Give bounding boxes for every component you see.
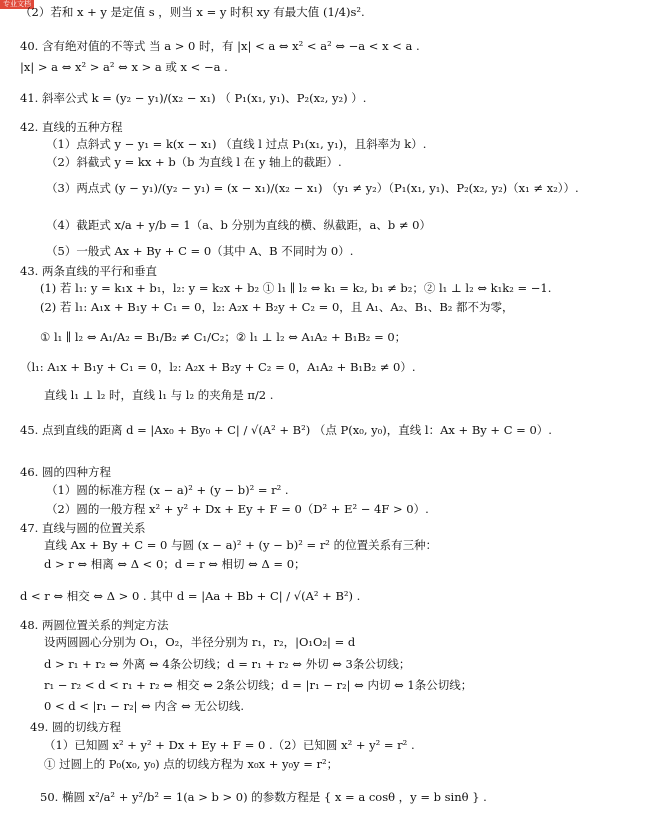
line-tangent-at-point: ① 过圆上的 P₀(x₀, y₀) 点的切线方程为 x₀x + y₀y = r²；	[44, 757, 339, 771]
line-point-slope: （1）点斜式 y − y₁ = k(x − x₁) （直线 l 过点 P₁(x₁, y₁)，且斜率为 k）.	[46, 137, 427, 151]
line-separate-tangent: d > r ⇔ 相离 ⇔ Δ < 0；d = r ⇔ 相切 ⇔ Δ = 0；	[44, 557, 306, 571]
line-item-2-product-max: （2）若和 x + y 是定值 s ，则当 x = y 时积 xy 有最大值 (1/4)s².	[20, 5, 365, 19]
line-general-form: （5）一般式 Ax + By + C = 0（其中 A、B 不同时为 0）.	[46, 244, 354, 258]
line-slope-condition: (1) 若 l₁: y = k₁x + b₁，l₂: y = k₂x + b₂ ① l₁ ∥ l₂ ⇔ k₁ = k₂, b₁ ≠ b₂；② l₁ ⊥ l₂ ⇔ k₁k₂ = −1.	[40, 281, 552, 295]
line-intersect-inner: r₁ − r₂ < d < r₁ + r₂ ⇔ 相交 ⇔ 2条公切线；d = |r₁ − r₂| ⇔ 内切 ⇔ 1条公切线；	[44, 678, 473, 692]
heading-42-line-equations: 42. 直线的五种方程	[20, 120, 123, 134]
line-slope-intercept: （2）斜截式 y = kx + b（b 为直线 l 在 y 轴上的截距）.	[46, 155, 342, 169]
line-two-point: （3）两点式 (y − y₁)/(y₂ − y₁) = (x − x₁)/(x₂ − x₁) （y₁ ≠ y₂）（P₁(x₁, y₁)、P₂(x₂, y₂)（x₁ ≠ x₂））.	[46, 181, 579, 195]
line-general-condition: (2) 若 l₁: A₁x + B₁y + C₁ = 0，l₂: A₂x + B₂y + C₂ = 0，且 A₁、A₂、B₁、B₂ 都不为零，	[40, 300, 514, 314]
heading-45-point-line-distance: 45. 点到直线的距离 d = |Ax₀ + By₀ + C| / √(A² + B²) （点 P(x₀, y₀)，直线 l：Ax + By + C = 0）.	[20, 423, 552, 437]
heading-41-slope-formula: 41. 斜率公式 k = (y₂ − y₁)/(x₂ − x₁) （ P₁(x₁, y₁)、P₂(x₂, y₂) ）.	[20, 91, 367, 105]
heading-40-abs-inequality: 40. 含有绝对值的不等式 当 a > 0 时，有 |x| < a ⇔ x² < a² ⇔ −a < x < a .	[20, 39, 420, 53]
heading-49-tangent-lines: 49. 圆的切线方程	[30, 720, 121, 734]
line-two-circle-setup: 设两圆圆心分别为 O₁，O₂，半径分别为 r₁，r₂，|O₁O₂| = d	[44, 635, 356, 649]
line-intersect-distance: d < r ⇔ 相交 ⇔ Δ > 0 . 其中 d = |Aa + Bb + C| / √(A² + B²) .	[20, 589, 361, 603]
heading-47-line-circle: 47. 直线与圆的位置关系	[20, 521, 146, 535]
line-angle-condition: （l₁: A₁x + B₁y + C₁ = 0，l₂: A₂x + B₂y + C₂ = 0，A₁A₂ + B₁B₂ ≠ 0）.	[20, 360, 416, 374]
line-abs-inequality-2: |x| > a ⇔ x² > a² ⇔ x > a 或 x < −a .	[20, 60, 228, 74]
line-line-circle-relation: 直线 Ax + By + C = 0 与圆 (x − a)² + (y − b)² = r² 的位置关系有三种：	[44, 538, 438, 552]
heading-50-ellipse-param: 50. 椭圆 x²/a² + y²/b² = 1(a > b > 0) 的参数方程是 { x = a cosθ ，y = b sinθ } .	[40, 790, 487, 804]
line-circle-general: （2）圆的一般方程 x² + y² + Dx + Ey + F = 0（D² + E² − 4F > 0）.	[46, 502, 429, 516]
line-perp-angle: 直线 l₁ ⊥ l₂ 时，直线 l₁ 与 l₂ 的夹角是 π/2 .	[44, 388, 274, 402]
line-circle-standard: （1）圆的标准方程 (x − a)² + (y − b)² = r² .	[46, 483, 289, 497]
line-circle-cases: （1）已知圆 x² + y² + Dx + Ey + F = 0 .（2）已知圆 x² + y² = r² .	[44, 738, 415, 752]
heading-46-circle-equations: 46. 圆的四种方程	[20, 465, 111, 479]
line-intercept-form: （4）截距式 x/a + y/b = 1（a、b 分别为直线的横、纵截距，a、b ≠ 0）	[46, 218, 431, 232]
line-contained: 0 < d < |r₁ − r₂| ⇔ 内含 ⇔ 无公切线.	[44, 699, 245, 713]
line-ratio-condition: ① l₁ ∥ l₂ ⇔ A₁/A₂ = B₁/B₂ ≠ C₁/C₂；② l₁ ⊥ l₂ ⇔ A₁A₂ + B₁B₂ = 0；	[40, 330, 407, 344]
heading-48-two-circles: 48. 两圆位置关系的判定方法	[20, 618, 169, 632]
line-outer-separate: d > r₁ + r₂ ⇔ 外离 ⇔ 4条公切线；d = r₁ + r₂ ⇔ 外切 ⇔ 3条公切线；	[44, 657, 411, 671]
document-badge: 专业文档	[0, 0, 34, 9]
heading-43-parallel-perp: 43. 两条直线的平行和垂直	[20, 264, 157, 278]
